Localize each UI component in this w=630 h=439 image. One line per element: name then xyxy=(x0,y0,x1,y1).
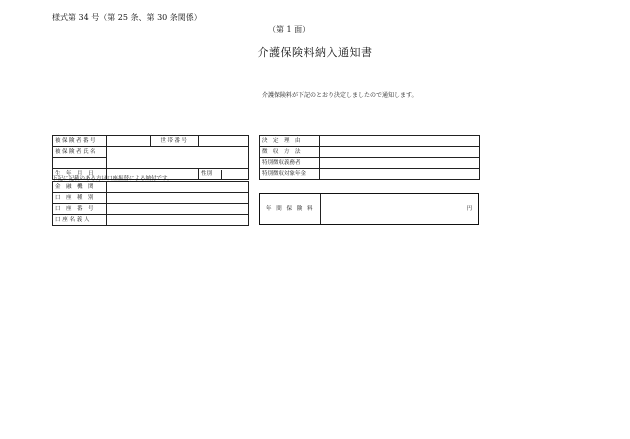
special-obligor-label: 特別徴収義務者 xyxy=(260,158,320,169)
page-side-label: （第 1 面） xyxy=(268,25,311,34)
table-row xyxy=(260,158,480,169)
table-row xyxy=(53,136,249,147)
bank-transfer-note: 下記に記載のある方は口座振替による納付です。 xyxy=(52,176,173,182)
empty-cell xyxy=(53,158,107,169)
account-number-value xyxy=(107,204,249,215)
gender-label: 性別 xyxy=(199,170,222,179)
insured-name-value xyxy=(107,147,249,169)
table-row xyxy=(260,169,480,180)
birth-date-label: 生 年 月 日 xyxy=(53,169,107,180)
household-number-label: 世帯番号 xyxy=(151,136,199,147)
account-holder-label: 口 座 名 義 人 xyxy=(53,215,107,226)
document-title: 介護保険料納入通知書 xyxy=(257,46,373,59)
decision-reason-value xyxy=(320,136,480,147)
account-holder-value xyxy=(107,215,249,226)
insured-number-label: 被保険者番号 xyxy=(53,136,107,147)
table-row xyxy=(53,193,249,204)
special-obligor-value xyxy=(320,158,480,169)
table-row xyxy=(53,182,249,193)
household-number-value xyxy=(199,136,249,147)
notice-text: 介護保険料が下記のとおり決定しましたので通知します。 xyxy=(262,92,418,99)
bank-institution-label: 金 融 機 関 xyxy=(53,182,107,193)
bank-institution-value xyxy=(107,182,249,193)
decision-reason-label: 決 定 理 由 xyxy=(260,136,320,147)
form-number-label: 様式第 34 号（第 25 条、第 30 条関係） xyxy=(52,13,202,22)
bank-account-table xyxy=(52,181,249,226)
collection-method-label: 徴 収 方 法 xyxy=(260,147,320,158)
account-type-value xyxy=(107,193,249,204)
table-row xyxy=(53,215,249,226)
gender-cell xyxy=(199,169,249,180)
collection-method-value xyxy=(320,147,480,158)
table-row xyxy=(53,204,249,215)
yen-unit: 円 xyxy=(466,206,472,212)
decision-info-table xyxy=(259,135,480,180)
pension-label: 特別徴収対象年金 xyxy=(260,169,320,180)
annual-premium-box xyxy=(259,193,479,225)
pension-value xyxy=(320,169,480,180)
table-row xyxy=(260,147,480,158)
table-row xyxy=(53,147,249,158)
insured-number-value xyxy=(107,136,151,147)
account-type-label: 口 座 種 別 xyxy=(53,193,107,204)
account-number-label: 口 座 番 号 xyxy=(53,204,107,215)
insured-name-label: 被保険者氏名 xyxy=(53,147,107,158)
table-row xyxy=(260,136,480,147)
annual-premium-label: 年 間 保 険 料 xyxy=(260,194,321,224)
